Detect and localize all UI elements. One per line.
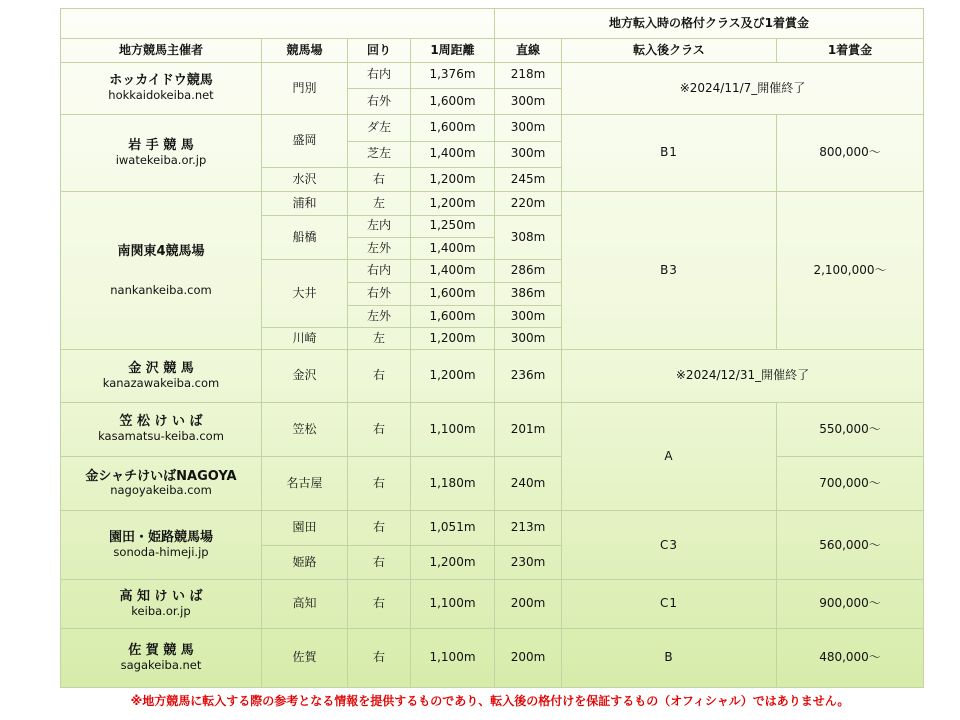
organizer-url: sonoda-himeji.jp [113,545,209,560]
class-cell: A [562,403,777,511]
straight-cell: 230m [495,545,562,579]
prize-cell: 480,000～ [777,629,924,688]
prize-cell: 800,000～ [777,115,924,192]
distance-cell: 1,250m [411,215,495,237]
organizer-url: sagakeiba.net [120,657,202,672]
distance-cell: 1,600m [411,89,495,115]
organizer-name: 金 沢 競 馬 [128,361,194,377]
table-row [61,192,924,215]
class-cell: B1 [562,115,777,192]
prize-cell: 2,100,000～ [777,192,924,350]
col-header-class: 転入後クラス [562,39,777,62]
straight-cell: 300m [495,141,562,167]
class-cell: C3 [562,511,777,580]
straight-cell: 286m [495,260,562,282]
organizer-cell-kasamatsu [61,403,262,457]
distance-cell: 1,600m [411,115,495,141]
track-name: 佐賀 [262,629,348,688]
organizer-name: 園田・姫路競馬場 [108,530,213,546]
distance-cell: 1,400m [411,237,495,259]
straight-cell: 218m [495,62,562,88]
distance-cell: 1,200m [411,192,495,215]
prize-cell: 560,000～ [777,511,924,580]
distance-cell: 1,400m [411,141,495,167]
distance-cell: 1,200m [411,328,495,350]
distance-cell: 1,400m [411,260,495,282]
organizer-cell-sonoda [61,511,262,580]
header-blank-cell [61,9,495,39]
straight-cell: 300m [495,305,562,327]
turn-cell: 左 [348,192,411,215]
track-name: 門別 [262,62,348,115]
organizer-url: iwatekeiba.or.jp [115,153,207,168]
straight-cell: 236m [495,350,562,403]
organizer-cell-minamikanto [61,192,262,350]
table-row [61,629,924,688]
organizer-name: 南関東4競馬場 [117,243,205,259]
turn-cell: 右 [348,545,411,579]
distance-cell: 1,600m [411,305,495,327]
prize-cell: 700,000～ [777,456,924,511]
straight-cell: 300m [495,89,562,115]
organizer-cell-kochi [61,580,262,629]
organizer-name: 金シャチけいばNAGOYA [85,468,237,484]
distance-cell: 1,100m [411,403,495,457]
closed-note: ※2024/11/7_開催終了 [562,62,924,115]
turn-cell: 左 [348,328,411,350]
turn-cell: 右 [348,350,411,403]
track-name: 姫路 [262,545,348,579]
turn-cell: 右 [348,456,411,511]
straight-cell: 300m [495,115,562,141]
turn-cell: 右 [348,403,411,457]
organizer-url: nankankeiba.com [110,282,212,297]
organizer-name: ホッカイドウ競馬 [109,73,213,89]
track-name: 金沢 [262,350,348,403]
track-name: 大井 [262,260,348,328]
spacer [61,260,261,284]
col-header-prize: 1着賞金 [777,39,924,62]
straight-cell: 386m [495,282,562,305]
turn-cell: 左内 [348,215,411,237]
distance-cell: 1,180m [411,456,495,511]
organizer-cell-nagoya [61,456,262,511]
header-group-title: 地方転入時の格付クラス及び1着賞金 [495,9,924,39]
distance-cell: 1,100m [411,580,495,629]
table-row [61,62,924,88]
straight-cell: 220m [495,192,562,215]
track-name: 浦和 [262,192,348,215]
turn-cell: ダ左 [348,115,411,141]
track-name: 盛岡 [262,115,348,168]
turn-cell: 右内 [348,260,411,282]
organizer-name: 佐 賀 競 馬 [128,642,194,658]
turn-cell: 左外 [348,305,411,327]
disclaimer-text: ※地方競馬に転入する際の参考となる情報を提供するものであり、転入後の格付けを保証するもの（オフィシャル）ではありません。 [130,694,850,708]
track-name: 笠松 [262,403,348,457]
turn-cell: 右 [348,629,411,688]
class-cell: C1 [562,580,777,629]
class-cell: B3 [562,192,777,350]
straight-cell: 200m [495,629,562,688]
straight-cell: 240m [495,456,562,511]
track-name: 船橋 [262,215,348,260]
organizer-url: nagoyakeiba.com [110,483,212,498]
distance-cell: 1,376m [411,62,495,88]
col-header-turn: 回り [348,39,411,62]
track-name: 川崎 [262,328,348,350]
turn-cell: 芝左 [348,141,411,167]
organizer-url: keiba.or.jp [131,604,191,619]
turn-cell: 右 [348,511,411,545]
organizer-url: kanazawakeiba.com [102,376,220,391]
distance-cell: 1,200m [411,168,495,192]
distance-cell: 1,600m [411,282,495,305]
organizer-name: 笠 松 け い ば [119,414,203,430]
track-name: 高知 [262,580,348,629]
track-name: 園田 [262,511,348,545]
col-header-track: 競馬場 [262,39,348,62]
straight-cell: 201m [495,403,562,457]
distance-cell: 1,200m [411,545,495,579]
table-row [61,115,924,141]
organizer-cell-hokkaido [61,62,262,115]
turn-cell: 右 [348,580,411,629]
straight-cell: 245m [495,168,562,192]
table-row [61,403,924,457]
prize-cell: 550,000～ [777,403,924,457]
track-name: 名古屋 [262,456,348,511]
turn-cell: 右外 [348,282,411,305]
turn-cell: 左外 [348,237,411,259]
distance-cell: 1,200m [411,350,495,403]
organizer-cell-saga [61,629,262,688]
straight-cell: 213m [495,511,562,545]
table-row [61,456,924,511]
col-header-organizer: 地方競馬主催者 [61,39,262,62]
header-row-columns [61,39,924,62]
prize-cell: 900,000～ [777,580,924,629]
col-header-distance: 1周距離 [411,39,495,62]
table-row [61,580,924,629]
track-name: 水沢 [262,168,348,192]
straight-cell: 308m [495,215,562,260]
closed-note: ※2024/12/31_開催終了 [562,350,924,403]
col-header-straight: 直線 [495,39,562,62]
class-cell: B [562,629,777,688]
organizer-cell-kanazawa [61,350,262,403]
turn-cell: 右外 [348,89,411,115]
distance-cell: 1,051m [411,511,495,545]
distance-cell: 1,100m [411,629,495,688]
turn-cell: 右内 [348,62,411,88]
straight-cell: 300m [495,328,562,350]
organizer-url: kasamatsu-keiba.com [98,429,224,444]
organizer-cell-iwate [61,115,262,192]
transfer-class-table [60,8,924,688]
table-row [61,350,924,403]
turn-cell: 右 [348,168,411,192]
organizer-url: hokkaidokeiba.net [108,88,214,103]
table-row [61,511,924,545]
organizer-name: 岩 手 競 馬 [128,138,194,154]
straight-cell: 200m [495,580,562,629]
header-row-group [61,9,924,39]
organizer-name: 高 知 け い ば [119,589,203,605]
